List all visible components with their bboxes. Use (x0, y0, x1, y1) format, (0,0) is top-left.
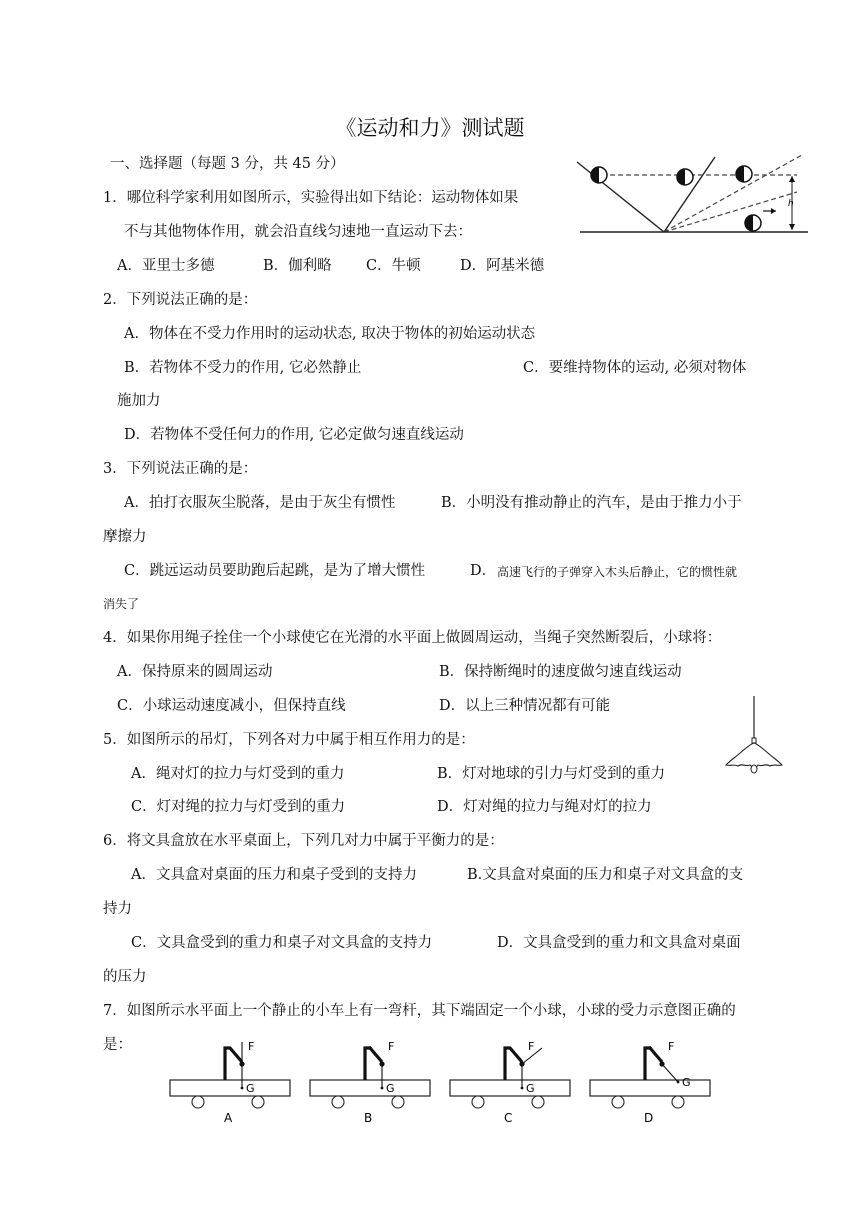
gravity-arrow-tip (677, 1081, 680, 1084)
q5-option-c: C．灯对绳的拉力与灯受到的重力 (131, 799, 346, 815)
q2-option-a: A．物体在不受力作用时的运动状态, 取决于物体的初始运动状态 (124, 326, 536, 342)
force-label-g: G (246, 1082, 255, 1095)
gravity-arrow-tip (381, 1087, 384, 1090)
q6-stem: 6．将文具盒放在水平桌面上，下列几对力中属于平衡力的是： (103, 833, 504, 849)
wheel-icon (192, 1096, 204, 1108)
inclined-plane-figure (572, 152, 812, 242)
q3-option-c: C．跳远运动员要助跑后起跳，是为了增大惯性 (124, 563, 426, 579)
q6-option-b: B.文具盒对桌面的压力和桌子对文具盒的支 (467, 867, 744, 883)
force-label-f: F (248, 1040, 255, 1053)
cart-option-label: D (644, 1111, 654, 1125)
cart-body (310, 1080, 430, 1096)
gravity-arrow (662, 1064, 678, 1082)
force-label-f: F (528, 1040, 535, 1053)
q4-option-d: D．以上三种情况都有可能 (439, 698, 611, 714)
force-label-f: F (388, 1040, 395, 1053)
wheel-icon (532, 1096, 544, 1108)
cart-option-label: A (224, 1111, 233, 1125)
q4-option-c: C．小球运动速度减小，但保持直线 (117, 698, 346, 714)
force-label-g: G (526, 1082, 535, 1095)
ball-icon (591, 167, 607, 183)
wheel-icon (672, 1096, 684, 1108)
q3-option-a: A．拍打衣服灰尘脱落，是由于灰尘有惯性 (124, 495, 396, 511)
q5-option-b: B．灯对地球的引力与灯受到的重力 (437, 766, 666, 782)
q3-option-b-cont: 摩擦力 (103, 529, 147, 545)
q5-option-a: A．绳对灯的拉力与灯受到的重力 (131, 766, 345, 782)
wheel-icon (332, 1096, 344, 1108)
q5-option-d: D．灯对绳的拉力与绳对灯的拉力 (437, 799, 652, 815)
cart-option-label: B (364, 1111, 373, 1125)
force-label-f: F (668, 1040, 675, 1053)
cart-body (450, 1080, 570, 1096)
force-arrow (370, 1046, 382, 1064)
q2-option-b: B．若物体不受力的作用, 它必然静止 (124, 360, 362, 376)
q1-stem-line2: 不与其他物体作用，就会沿直线匀速地一直运动下去： (124, 224, 472, 240)
q1-option-d: D．阿基米德 (460, 258, 545, 274)
page-title: 《运动和力》测试题 (335, 116, 525, 140)
q3-stem: 3．下列说法正确的是： (103, 461, 258, 477)
ball-icon (736, 166, 752, 182)
gravity-arrow-tip (521, 1087, 524, 1090)
wheel-icon (252, 1096, 264, 1108)
q3-option-d: 高速飞行的子弹穿入木头后静止，它的惯性就 (497, 565, 738, 579)
pendant-lamp-icon (722, 696, 786, 776)
q7-stem-line1: 7．如图所示水平面上一个静止的小车上有一弯杆，其下端固定一个小球，小球的受力示意图正确的 (103, 1003, 736, 1019)
q3-option-d-cont: 消失了 (103, 597, 140, 611)
q6-option-d: D．文具盒受到的重力和文具盒对桌面 (497, 935, 741, 951)
q3-option-b: B．小明没有推动静止的汽车，是由于推力小于 (441, 495, 742, 511)
ball-icon (745, 215, 761, 231)
q7-stem-line2: 是： (103, 1037, 132, 1053)
wheel-icon (612, 1096, 624, 1108)
q4-option-a: A．保持原来的圆周运动 (117, 664, 273, 680)
force-arrow (650, 1046, 662, 1064)
cart-body (170, 1080, 290, 1096)
q4-stem: 4．如果你用绳子拴住一个小球使它在光滑的水平面上做圆周运动，当绳子突然断裂后，小球将： (103, 630, 722, 646)
q2-option-c: C．要维持物体的运动, 必须对物体 (523, 360, 747, 376)
height-label: h (788, 199, 794, 209)
section-heading: 一、选择题（每题 3 分，共 45 分） (110, 156, 345, 172)
q3-option-d-label: D． (470, 563, 497, 579)
force-label-g: G (386, 1082, 395, 1095)
q4-option-b: B．保持断绳时的速度做匀速直线运动 (439, 664, 682, 680)
q1-stem-line1: 1．哪位科学家利用如图所示，实验得出如下结论：运动物体如果 (103, 190, 519, 206)
q1-option-c: C．牛顿 (366, 258, 421, 274)
q5-stem: 5．如图所示的吊灯，下列各对力中属于相互作用力的是： (103, 732, 475, 748)
q2-stem: 2．下列说法正确的是： (103, 292, 258, 308)
q6-option-b-cont: 持力 (103, 901, 132, 917)
q6-option-a: A．文具盒对桌面的压力和桌子受到的支持力 (131, 867, 417, 883)
force-label-g: G (682, 1076, 691, 1089)
q1-option-b: B．伽利略 (263, 258, 332, 274)
gravity-arrow-tip (241, 1087, 244, 1090)
q2-option-c-cont: 施加力 (117, 393, 161, 409)
q2-option-d: D．若物体不受任何力的作用, 它必定做匀速直线运动 (124, 427, 464, 443)
cart-force-diagrams (165, 1036, 725, 1126)
ball-icon (677, 169, 693, 185)
wheel-icon (472, 1096, 484, 1108)
q1-option-a: A．亚里士多德 (117, 258, 215, 274)
q6-option-c: C．文具盒受到的重力和桌子对文具盒的支持力 (131, 935, 433, 951)
wheel-icon (392, 1096, 404, 1108)
cart-option-label: C (504, 1111, 513, 1125)
cart-body (590, 1080, 710, 1096)
q6-option-d-cont: 的压力 (103, 969, 147, 985)
